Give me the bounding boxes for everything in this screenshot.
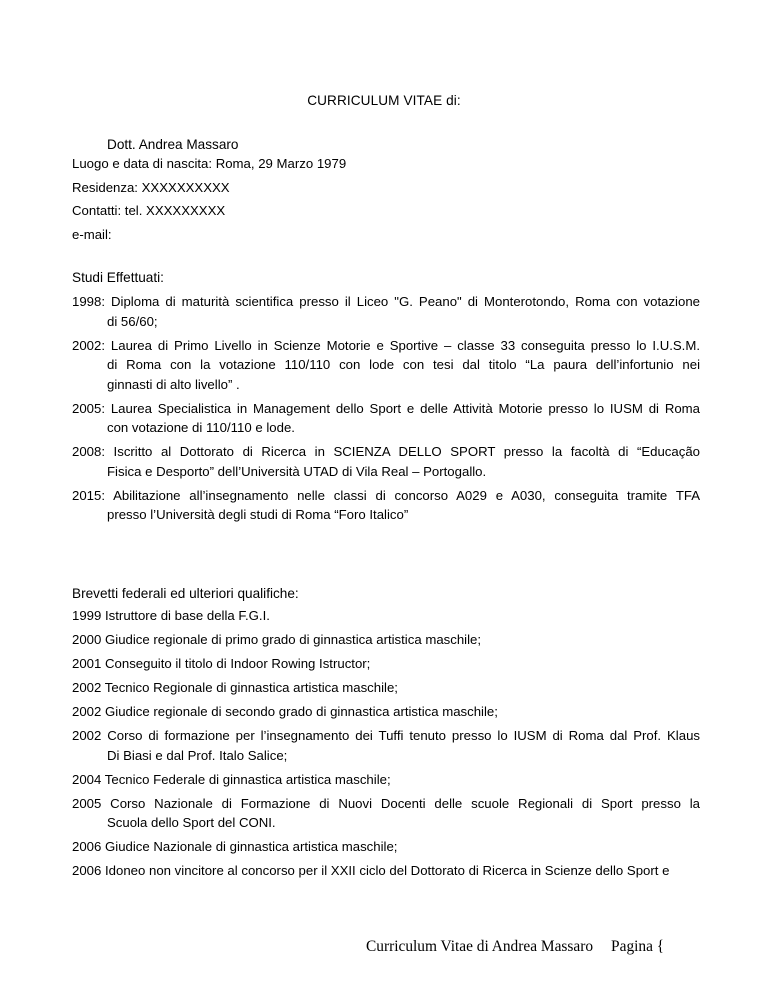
list-item bbox=[72, 702, 700, 722]
brevetti-list bbox=[72, 606, 700, 885]
list-item bbox=[72, 726, 700, 765]
entry-continuation: di Roma con la votazione 110/110 con lode con tesi dal titolo “La paura dell’infortunio nei bbox=[107, 357, 700, 372]
entry-text: 2005: Laurea Specialistica in Management dello Sport e delle Attività Motorie presso lo IUSM di Roma bbox=[72, 400, 700, 416]
list-item bbox=[72, 630, 700, 650]
list-item bbox=[72, 654, 700, 674]
birth-info: Luogo e data di nascita: Roma, 29 Marzo 1979 bbox=[72, 156, 347, 171]
entry-text: 2006 Giudice Nazionale di ginnastica artistica maschile; bbox=[72, 839, 398, 854]
entry-continuation: con votazione di 110/110 e lode. bbox=[107, 420, 295, 435]
footer-text: Curriculum Vitae di Andrea Massaro bbox=[366, 938, 594, 955]
residence-info: Residenza: XXXXXXXXXX bbox=[72, 179, 230, 195]
entry-text: 2002: Laurea di Primo Livello in Scienze Motorie e Sportive – classe 33 conseguita presso lo I.U.S.M. bbox=[72, 337, 700, 353]
list-item bbox=[72, 292, 700, 331]
entry-text: 1999 Istruttore di base della F.G.I. bbox=[72, 608, 270, 623]
entry-text: 2002 Corso di formazione per l’insegnamento dei Tuffi tenuto presso lo IUSM di Roma dal Prof. Klaus bbox=[72, 728, 700, 743]
entry-continuation: Scuola dello Sport del CONI. bbox=[107, 815, 276, 830]
person-name: Dott. Andrea Massaro bbox=[107, 137, 239, 152]
entry-text: 2001 Conseguito il titolo di Indoor Rowing Istructor; bbox=[72, 656, 371, 671]
personal-info bbox=[72, 156, 346, 250]
entry-text: 2002 Giudice regionale di secondo grado di ginnastica artistica maschile; bbox=[72, 704, 498, 719]
studi-heading: Studi Effettuati: bbox=[72, 270, 164, 285]
entry-continuation: ginnasti di alto livello” . bbox=[107, 376, 240, 392]
entry-text: 2000 Giudice regionale di primo grado di ginnastica artistica maschile; bbox=[72, 632, 482, 647]
list-item bbox=[72, 442, 700, 481]
brevetti-heading: Brevetti federali ed ulteriori qualifiche: bbox=[72, 586, 299, 601]
list-item bbox=[72, 837, 700, 857]
entry-text: 1998: Diploma di maturità scientifica presso il Liceo "G. Peano" di Monterotondo, Roma con votazione bbox=[72, 294, 700, 309]
list-item bbox=[72, 861, 700, 881]
list-item bbox=[72, 678, 700, 698]
entry-continuation: di 56/60; bbox=[107, 313, 158, 329]
entry-continuation: Fisica e Desporto” dell’Università UTAD di Vila Real – Portogallo. bbox=[107, 463, 487, 479]
list-item bbox=[72, 399, 700, 438]
list-item bbox=[72, 606, 700, 626]
entry-text: 2002 Tecnico Regionale di ginnastica artistica maschile; bbox=[72, 680, 398, 695]
list-item bbox=[72, 770, 700, 790]
entry-continuation: Di Biasi e dal Prof. Italo Salice; bbox=[107, 747, 288, 763]
entry-text: 2005 Corso Nazionale di Formazione di Nuovi Docenti delle scuole Regionali di Sport presso la bbox=[72, 795, 700, 811]
list-item bbox=[72, 336, 700, 395]
email-info: e-mail: bbox=[72, 226, 112, 242]
entry-text: 2008: Iscritto al Dottorato di Ricerca in SCIENZA DELLO SPORT presso la facoltà di “Educação bbox=[72, 444, 700, 459]
entry-continuation: presso l’Università degli studi di Roma “Foro Italico” bbox=[107, 507, 409, 522]
footer-page-number: Pagina { bbox=[611, 938, 665, 955]
entry-text: 2006 Idoneo non vincitore al concorso per il XXII ciclo del Dottorato di Ricerca in Scienze dello Sport e bbox=[72, 863, 670, 878]
contact-info: Contatti: tel. XXXXXXXXX bbox=[72, 203, 226, 218]
entry-text: 2004 Tecnico Federale di ginnastica artistica maschile; bbox=[72, 771, 391, 787]
studi-list bbox=[72, 292, 700, 529]
entry-text: 2015: Abilitazione all’insegnamento nelle classi di concorso A029 e A030, conseguita tramite TFA bbox=[72, 487, 700, 503]
list-item bbox=[72, 794, 700, 833]
page-footer bbox=[366, 938, 664, 956]
document-title: CURRICULUM VITAE di: bbox=[307, 93, 461, 108]
list-item bbox=[72, 486, 700, 525]
